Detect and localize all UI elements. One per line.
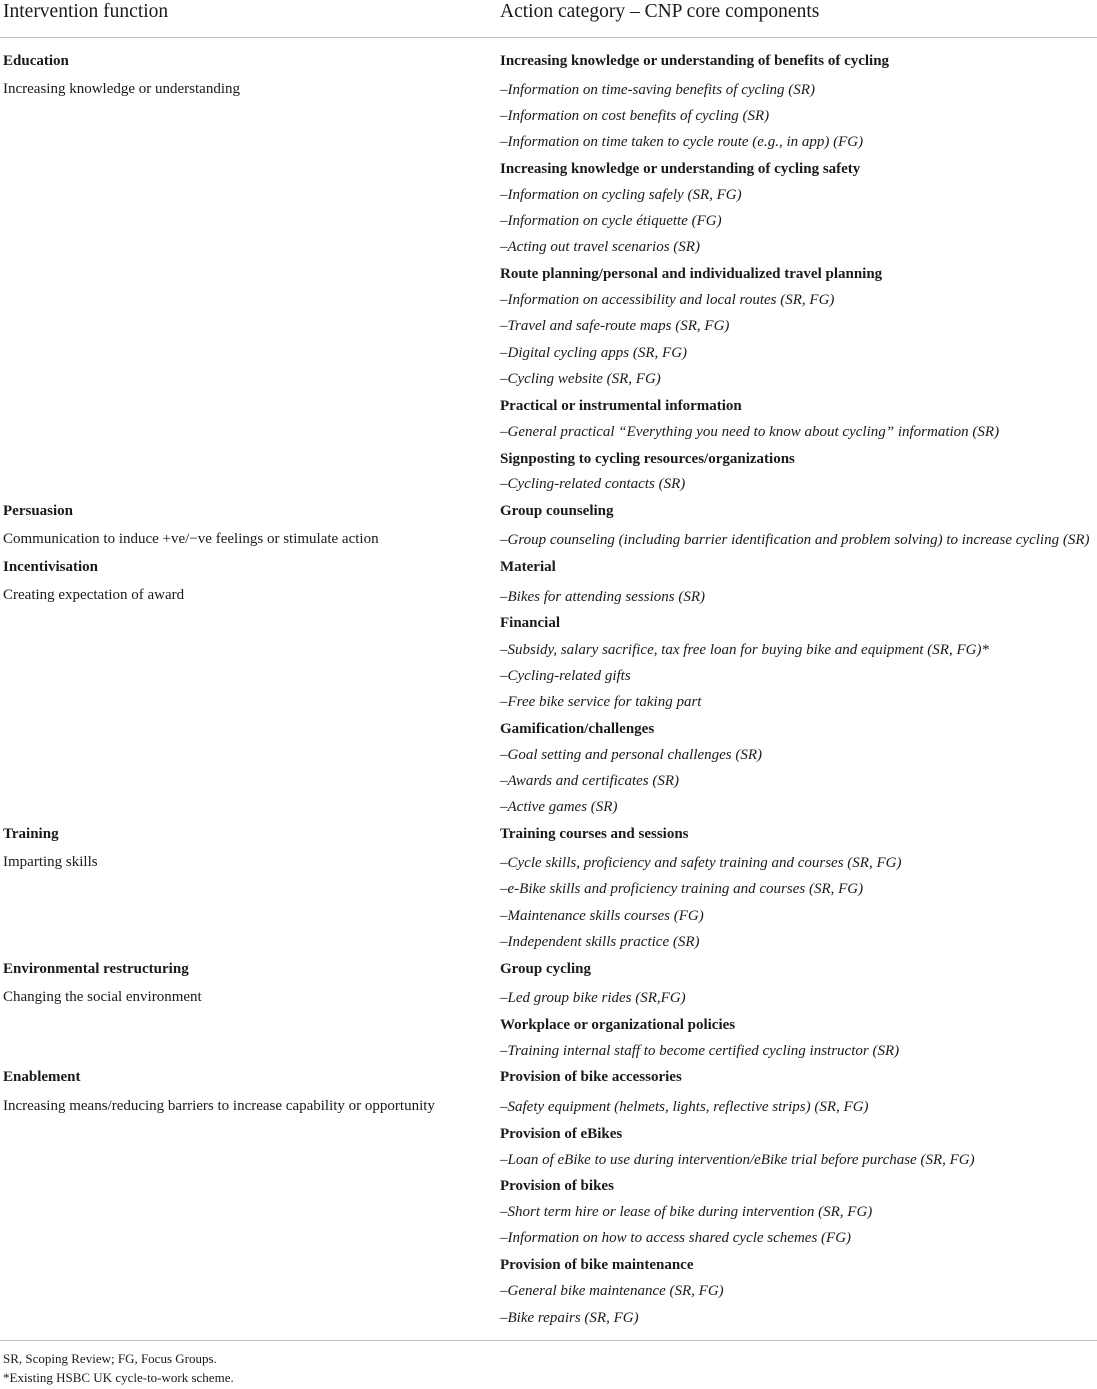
component-item: –e-Bike skills and proficiency training and courses (SR, FG) (500, 881, 864, 897)
component-item: –Maintenance skills courses (FG) (500, 908, 704, 924)
component-item: –Free bike service for taking part (500, 694, 702, 710)
category-title: Financial (500, 615, 561, 631)
category-title: Signposting to cycling resources/organizations (500, 451, 795, 467)
column-header-action-category: Action category – CNP core components (500, 1, 820, 22)
function-description: Increasing knowledge or understanding (3, 81, 241, 97)
function-description: Increasing means/reducing barriers to increase capability or opportunity (3, 1098, 435, 1114)
function-description: Changing the social environment (3, 989, 202, 1005)
function-description: Creating expectation of award (3, 587, 185, 603)
component-item: –Loan of eBike to use during intervention/eBike trial before purchase (SR, FG) (500, 1152, 975, 1168)
function-name: Environmental restructuring (3, 961, 189, 977)
function-description: Communication to induce +ve/−ve feelings or stimulate action (3, 531, 379, 547)
component-item: –Awards and certificates (SR) (500, 773, 680, 789)
column-header-intervention-function: Intervention function (3, 1, 169, 22)
component-item: –Bikes for attending sessions (SR) (500, 589, 705, 605)
component-item: –General bike maintenance (SR, FG) (500, 1283, 724, 1299)
category-title: Increasing knowledge or understanding of cycling safety (500, 161, 861, 177)
component-item: –Cycling-related contacts (SR) (500, 476, 686, 492)
footnote-abbreviations: SR, Scoping Review; FG, Focus Groups. (3, 1351, 217, 1366)
component-item: –Goal setting and personal challenges (SR) (500, 747, 763, 763)
function-name: Training (3, 826, 59, 842)
component-item: –Short term hire or lease of bike during intervention (SR, FG) (500, 1204, 873, 1220)
category-title: Gamification/challenges (500, 721, 655, 737)
category-title: Group counseling (500, 503, 614, 519)
component-item: –Active games (SR) (500, 799, 618, 815)
category-title: Workplace or organizational policies (500, 1017, 736, 1033)
component-item: –Information on cycling safely (SR, FG) (500, 187, 742, 203)
category-title: Route planning/personal and individualized travel planning (500, 266, 883, 282)
component-item: –Training internal staff to become certified cycling instructor (SR) (500, 1043, 900, 1059)
component-item: –General practical “Everything you need to know about cycling” information (SR) (500, 424, 1000, 440)
component-item: –Information on how to access shared cycle schemes (FG) (500, 1230, 852, 1246)
component-item: –Travel and safe-route maps (SR, FG) (500, 318, 730, 334)
component-item: –Cycling website (SR, FG) (500, 371, 661, 387)
component-item: –Information on accessibility and local routes (SR, FG) (500, 292, 835, 308)
component-item: –Bike repairs (SR, FG) (500, 1310, 639, 1326)
function-description: Imparting skills (3, 854, 98, 870)
function-name: Enablement (3, 1069, 81, 1085)
component-item: –Information on time taken to cycle route (e.g., in app) (FG) (500, 134, 864, 150)
component-item: –Subsidy, salary sacrifice, tax free loan for buying bike and equipment (SR, FG)* (500, 642, 989, 658)
function-name: Education (3, 53, 69, 69)
component-item: –Information on cost benefits of cycling (SR) (500, 108, 770, 124)
footnote-asterisk: *Existing HSBC UK cycle-to-work scheme. (3, 1370, 234, 1385)
component-item: –Cycle skills, proficiency and safety training and courses (SR, FG) (500, 855, 902, 871)
component-item: –Digital cycling apps (SR, FG) (500, 345, 688, 361)
function-name: Incentivisation (3, 559, 99, 575)
category-title: Training courses and sessions (500, 826, 689, 842)
category-title: Provision of bike accessories (500, 1069, 682, 1085)
category-title: Provision of bike maintenance (500, 1257, 694, 1273)
component-item: –Safety equipment (helmets, lights, reflective strips) (SR, FG) (500, 1099, 869, 1115)
category-title: Provision of bikes (500, 1178, 614, 1194)
function-name: Persuasion (3, 503, 74, 519)
component-item: –Information on cycle étiquette (FG) (500, 213, 722, 229)
category-title: Practical or instrumental information (500, 398, 742, 414)
table-bottom-rule (0, 1340, 1097, 1341)
component-item: –Led group bike rides (SR,FG) (500, 990, 686, 1006)
category-title: Group cycling (500, 961, 591, 977)
component-item: –Acting out travel scenarios (SR) (500, 239, 700, 255)
component-item: –Independent skills practice (SR) (500, 934, 700, 950)
component-item: –Information on time-saving benefits of cycling (SR) (500, 82, 815, 98)
component-item: –Cycling-related gifts (500, 668, 631, 684)
category-title: Provision of eBikes (500, 1126, 623, 1142)
category-title: Material (500, 559, 556, 575)
category-title: Increasing knowledge or understanding of benefits of cycling (500, 53, 890, 69)
component-item: –Group counseling (including barrier identification and problem solving) to increase cycling (SR) (500, 532, 1090, 548)
